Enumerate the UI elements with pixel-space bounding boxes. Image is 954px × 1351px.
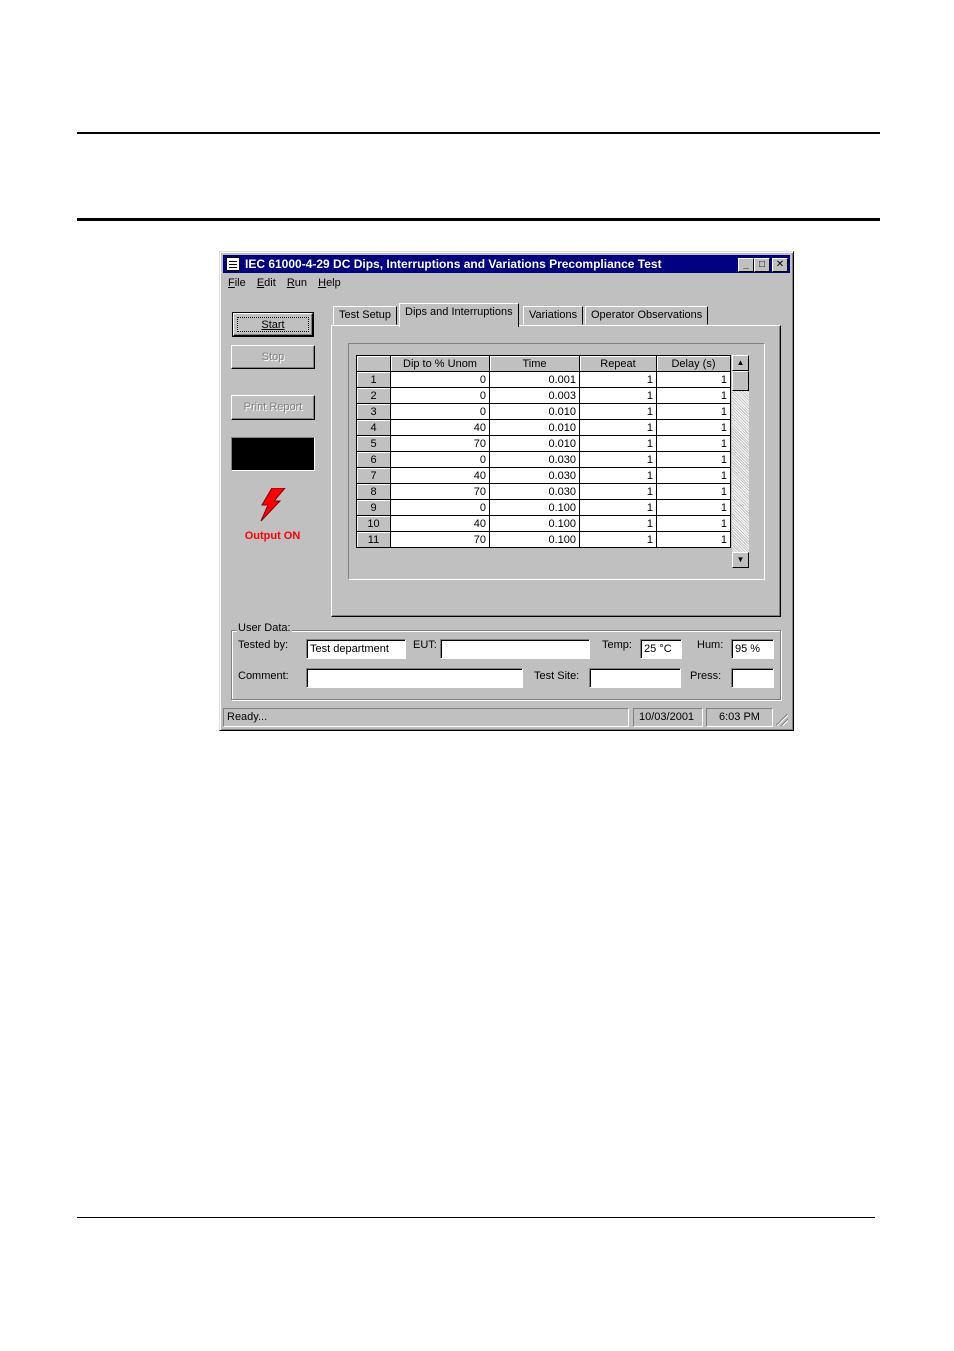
user-data-label: User Data: xyxy=(238,622,291,634)
dips-table xyxy=(356,355,731,548)
delay-cell[interactable]: 1 xyxy=(657,436,731,452)
lightning-bolt-icon xyxy=(258,488,286,522)
tab-variations[interactable]: Variations xyxy=(523,306,583,325)
app-icon xyxy=(226,257,240,271)
dip-cell[interactable]: 70 xyxy=(391,436,490,452)
footer-rule xyxy=(77,1217,875,1218)
hum-field[interactable]: 95 % xyxy=(731,639,774,659)
table-header-row xyxy=(357,356,731,372)
status-date: 10/03/2001 xyxy=(633,708,703,727)
minimize-icon[interactable]: _ xyxy=(738,258,754,272)
row-number: 5 xyxy=(357,436,391,452)
row-header-corner xyxy=(357,356,391,372)
repeat-cell[interactable]: 1 xyxy=(580,452,657,468)
dip-cell[interactable]: 0 xyxy=(391,500,490,516)
table-row[interactable] xyxy=(357,484,731,500)
repeat-cell[interactable]: 1 xyxy=(580,372,657,388)
row-number: 3 xyxy=(357,404,391,420)
print-report-button[interactable]: Print Report xyxy=(231,395,315,420)
table-body xyxy=(357,372,731,548)
repeat-cell[interactable]: 1 xyxy=(580,436,657,452)
table-row[interactable] xyxy=(357,468,731,484)
col-header-dip[interactable]: Dip to % Unom xyxy=(391,356,490,372)
time-cell[interactable]: 0.003 xyxy=(490,388,580,404)
row-number: 4 xyxy=(357,420,391,436)
start-button[interactable]: Start xyxy=(233,313,313,336)
dip-cell[interactable]: 40 xyxy=(391,420,490,436)
table-scrollbar[interactable] xyxy=(732,355,749,568)
scroll-thumb[interactable] xyxy=(732,371,749,391)
status-display xyxy=(231,437,315,471)
delay-cell[interactable]: 1 xyxy=(657,516,731,532)
dip-cell[interactable]: 40 xyxy=(391,468,490,484)
tested-by-field[interactable]: Test department xyxy=(306,639,406,659)
delay-cell[interactable]: 1 xyxy=(657,532,731,548)
resize-grip-icon[interactable] xyxy=(776,714,788,726)
menu-bar xyxy=(228,277,349,293)
title-bar xyxy=(223,255,790,273)
comment-field[interactable] xyxy=(306,668,523,688)
table-row[interactable] xyxy=(357,532,731,548)
time-cell[interactable]: 0.010 xyxy=(490,436,580,452)
hum-label: Hum: xyxy=(697,639,724,651)
window-title: IEC 61000-4-29 DC Dips, Interruptions and Variations Precompliance Test xyxy=(245,257,662,271)
test-site-label: Test Site: xyxy=(534,670,580,682)
press-field[interactable] xyxy=(731,668,774,688)
top-rule xyxy=(77,132,880,134)
table-row[interactable] xyxy=(357,372,731,388)
delay-cell[interactable]: 1 xyxy=(657,468,731,484)
stop-button[interactable]: Stop xyxy=(231,345,315,369)
repeat-cell[interactable]: 1 xyxy=(580,404,657,420)
app-window xyxy=(219,251,794,731)
row-number: 8 xyxy=(357,484,391,500)
menu-edit[interactable]: Edit xyxy=(256,277,276,289)
repeat-cell[interactable]: 1 xyxy=(580,484,657,500)
table-row[interactable] xyxy=(357,500,731,516)
time-cell[interactable]: 0.010 xyxy=(490,404,580,420)
scroll-down-icon[interactable]: ▼ xyxy=(732,552,749,568)
eut-field[interactable] xyxy=(440,639,590,659)
scroll-up-icon[interactable]: ▲ xyxy=(732,355,749,371)
tab-dips-and-interruptions[interactable]: Dips and Interruptions xyxy=(399,303,519,327)
dip-cell[interactable]: 0 xyxy=(391,372,490,388)
dip-cell[interactable]: 70 xyxy=(391,532,490,548)
status-time: 6:03 PM xyxy=(706,708,773,727)
col-header-delay[interactable]: Delay (s) xyxy=(657,356,731,372)
row-number: 7 xyxy=(357,468,391,484)
dip-cell[interactable]: 70 xyxy=(391,484,490,500)
temp-field[interactable]: 25 °C xyxy=(640,639,682,659)
table-row[interactable] xyxy=(357,516,731,532)
time-cell[interactable]: 0.030 xyxy=(490,452,580,468)
repeat-cell[interactable]: 1 xyxy=(580,500,657,516)
tab-operator-observations[interactable]: Operator Observations xyxy=(585,306,708,325)
repeat-cell[interactable]: 1 xyxy=(580,516,657,532)
output-status-label: Output ON xyxy=(244,530,301,542)
table-row[interactable] xyxy=(357,388,731,404)
col-header-repeat[interactable]: Repeat xyxy=(580,356,657,372)
dip-cell[interactable]: 0 xyxy=(391,452,490,468)
delay-cell[interactable]: 1 xyxy=(657,420,731,436)
time-cell[interactable]: 0.100 xyxy=(490,500,580,516)
time-cell[interactable]: 0.100 xyxy=(490,532,580,548)
row-number: 2 xyxy=(357,388,391,404)
repeat-cell[interactable]: 1 xyxy=(580,388,657,404)
maximize-icon[interactable]: □ xyxy=(754,258,770,272)
test-site-field[interactable] xyxy=(589,668,681,688)
time-cell[interactable]: 0.010 xyxy=(490,420,580,436)
delay-cell[interactable]: 1 xyxy=(657,500,731,516)
status-bar xyxy=(223,708,790,728)
menu-run[interactable]: Run xyxy=(286,277,308,289)
repeat-cell[interactable]: 1 xyxy=(580,420,657,436)
col-header-time[interactable]: Time xyxy=(490,356,580,372)
temp-label: Temp: xyxy=(602,639,632,651)
status-message: Ready... xyxy=(223,708,629,727)
dip-cell[interactable]: 40 xyxy=(391,516,490,532)
table-row[interactable] xyxy=(357,420,731,436)
delay-cell[interactable]: 1 xyxy=(657,452,731,468)
repeat-cell[interactable]: 1 xyxy=(580,468,657,484)
time-cell[interactable]: 0.100 xyxy=(490,516,580,532)
menu-help[interactable]: Help xyxy=(318,277,341,289)
row-number: 11 xyxy=(357,532,391,548)
row-number: 1 xyxy=(357,372,391,388)
table-row[interactable] xyxy=(357,436,731,452)
press-label: Press: xyxy=(690,670,722,682)
comment-label: Comment: xyxy=(238,670,289,682)
delay-cell[interactable]: 1 xyxy=(657,372,731,388)
time-cell[interactable]: 0.030 xyxy=(490,484,580,500)
close-icon[interactable]: ✕ xyxy=(772,258,788,272)
delay-cell[interactable]: 1 xyxy=(657,484,731,500)
header-bottom-rule xyxy=(77,218,880,221)
delay-cell[interactable]: 1 xyxy=(657,404,731,420)
tested-by-label: Tested by: xyxy=(238,639,289,651)
dip-cell[interactable]: 0 xyxy=(391,404,490,420)
time-cell[interactable]: 0.030 xyxy=(490,468,580,484)
table-row[interactable] xyxy=(357,404,731,420)
dip-cell[interactable]: 0 xyxy=(391,388,490,404)
menu-file[interactable]: File xyxy=(228,277,246,289)
row-number: 9 xyxy=(357,500,391,516)
repeat-cell[interactable]: 1 xyxy=(580,532,657,548)
eut-label: EUT: xyxy=(413,639,437,651)
delay-cell[interactable]: 1 xyxy=(657,388,731,404)
time-cell[interactable]: 0.001 xyxy=(490,372,580,388)
dips-tab-panel xyxy=(331,325,781,617)
table-row[interactable] xyxy=(357,452,731,468)
tab-test-setup[interactable]: Test Setup xyxy=(333,306,397,325)
row-number: 10 xyxy=(357,516,391,532)
row-number: 6 xyxy=(357,452,391,468)
grid-frame xyxy=(348,343,765,580)
